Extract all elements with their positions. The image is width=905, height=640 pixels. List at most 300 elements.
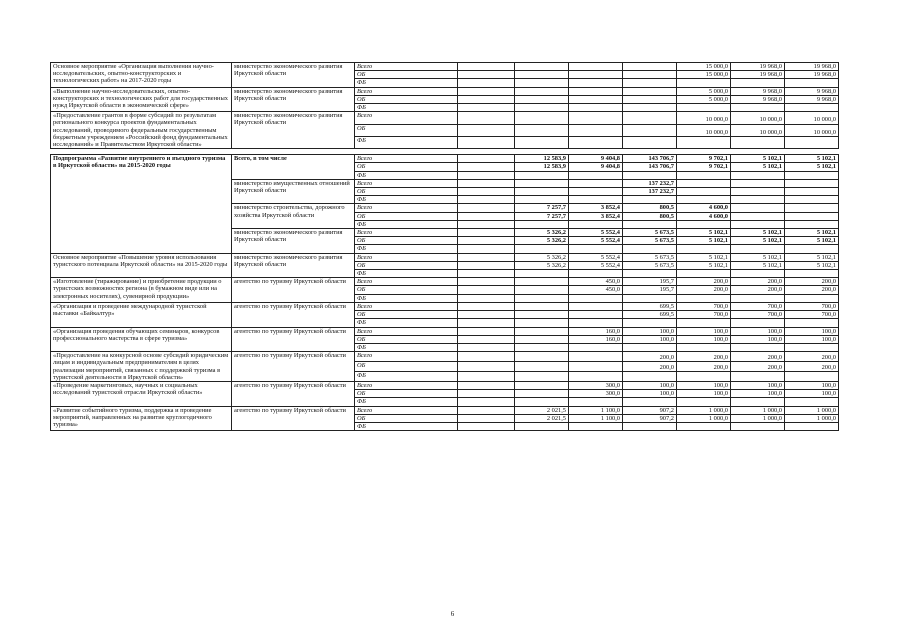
value-cell: 1 000,0	[785, 414, 839, 422]
value-cell	[458, 79, 515, 87]
value-cell: 450,0	[569, 286, 623, 294]
value-cell	[623, 95, 677, 103]
value-cell	[677, 79, 731, 87]
value-cell: 5 102,1	[731, 253, 785, 261]
value-cell: 700,0	[677, 302, 731, 310]
value-cell: 5 102,1	[785, 261, 839, 269]
value-cell	[785, 422, 839, 430]
funding-source: ФБ	[355, 79, 458, 87]
value-cell: 5 102,1	[785, 253, 839, 261]
value-cell	[623, 294, 677, 302]
value-cell: 200,0	[731, 352, 785, 362]
value-cell	[569, 179, 623, 187]
funding-source: ОБ	[355, 261, 458, 269]
value-cell	[785, 212, 839, 220]
value-cell: 12 583,9	[515, 163, 569, 171]
value-cell	[623, 124, 677, 136]
value-cell	[515, 179, 569, 187]
value-cell	[785, 343, 839, 351]
value-cell	[623, 245, 677, 253]
value-cell: 7 257,7	[515, 204, 569, 212]
value-cell	[677, 196, 731, 204]
value-cell: 100,0	[677, 390, 731, 398]
value-cell	[515, 112, 569, 124]
value-cell	[458, 124, 515, 136]
table-row	[51, 278, 839, 286]
value-cell	[458, 155, 515, 163]
value-cell	[458, 270, 515, 278]
value-cell	[623, 398, 677, 406]
value-cell: 9 968,0	[731, 87, 785, 95]
value-cell: 160,0	[569, 335, 623, 343]
value-cell: 200,0	[785, 362, 839, 372]
value-cell	[677, 136, 731, 148]
funding-source: ОБ	[355, 163, 458, 171]
value-cell	[623, 112, 677, 124]
value-cell: 200,0	[785, 352, 839, 362]
value-cell: 9 702,1	[677, 155, 731, 163]
value-cell: 143 706,7	[623, 155, 677, 163]
value-cell	[731, 188, 785, 196]
value-cell	[458, 104, 515, 112]
value-cell	[785, 171, 839, 179]
value-cell	[569, 124, 623, 136]
value-cell: 100,0	[731, 327, 785, 335]
activity-name: Основное мероприятие «Повышение уровня использования туристского потенциала Иркутской области» на 2015-2020 годы	[51, 253, 232, 278]
value-cell	[785, 188, 839, 196]
funding-source: ФБ	[355, 294, 458, 302]
value-cell	[623, 220, 677, 228]
value-cell	[458, 112, 515, 124]
value-cell	[458, 381, 515, 389]
value-cell: 100,0	[677, 327, 731, 335]
value-cell	[458, 327, 515, 335]
value-cell: 5 326,2	[515, 237, 569, 245]
value-cell	[677, 270, 731, 278]
funding-source: ФБ	[355, 319, 458, 327]
value-cell: 100,0	[731, 381, 785, 389]
value-cell	[623, 371, 677, 381]
value-cell: 200,0	[731, 362, 785, 372]
executor-name: министерство экономического развития Иркутской области	[232, 87, 355, 112]
value-cell: 5 102,1	[731, 229, 785, 237]
value-cell	[731, 220, 785, 228]
value-cell	[677, 171, 731, 179]
value-cell: 7 257,7	[515, 212, 569, 220]
funding-source: Всего	[355, 406, 458, 414]
value-cell: 100,0	[623, 335, 677, 343]
funding-source: ОБ	[355, 311, 458, 319]
value-cell: 700,0	[731, 302, 785, 310]
value-cell	[458, 188, 515, 196]
activity-name: «Изготовление (тиражирование) и приобретение продукции о туристских возможностях региона (в бумажном виде или на электронных носителях), сувенирной продукции»	[51, 278, 232, 303]
value-cell	[569, 136, 623, 148]
value-cell: 137 232,7	[623, 188, 677, 196]
value-cell: 200,0	[731, 278, 785, 286]
value-cell	[515, 335, 569, 343]
value-cell: 9 404,8	[569, 155, 623, 163]
value-cell	[677, 188, 731, 196]
value-cell	[623, 196, 677, 204]
value-cell: 300,0	[569, 381, 623, 389]
funding-source: ОБ	[355, 237, 458, 245]
value-cell: 5 326,2	[515, 261, 569, 269]
value-cell: 5 326,2	[515, 253, 569, 261]
value-cell	[569, 422, 623, 430]
executor-name: агентство по туризму Иркутской области	[232, 406, 355, 431]
activity-name: Основное мероприятие «Организация выполнения научно-исследовательских, опытно-конструкторских и технологических работ» на 2017-2020 годы	[51, 63, 232, 88]
value-cell	[458, 311, 515, 319]
value-cell: 1 000,0	[731, 406, 785, 414]
value-cell	[677, 398, 731, 406]
value-cell	[458, 71, 515, 79]
value-cell: 195,7	[623, 286, 677, 294]
value-cell	[458, 245, 515, 253]
value-cell: 10 000,0	[677, 112, 731, 124]
value-cell: 5 102,1	[785, 237, 839, 245]
funding-source: Всего	[355, 63, 458, 71]
funding-source: ОБ	[355, 335, 458, 343]
value-cell: 5 102,1	[677, 237, 731, 245]
value-cell	[785, 79, 839, 87]
value-cell: 200,0	[623, 362, 677, 372]
value-cell	[515, 352, 569, 362]
value-cell: 19 968,0	[785, 71, 839, 79]
executor-name: министерство имущественных отношений Иркутской области	[232, 179, 355, 204]
value-cell: 200,0	[677, 352, 731, 362]
value-cell: 10 000,0	[785, 124, 839, 136]
funding-source: ОБ	[355, 188, 458, 196]
value-cell	[677, 245, 731, 253]
value-cell: 200,0	[677, 278, 731, 286]
value-cell	[458, 371, 515, 381]
value-cell	[731, 270, 785, 278]
value-cell	[515, 327, 569, 335]
funding-source: ФБ	[355, 398, 458, 406]
table-row	[51, 352, 839, 362]
value-cell	[731, 79, 785, 87]
value-cell: 5 102,1	[731, 155, 785, 163]
table-row	[51, 155, 839, 163]
activity-name: «Развитие событийного туризма, поддержка и проведение мероприятий, направленных на развитие круглогодичного туризма»	[51, 406, 232, 431]
value-cell	[515, 398, 569, 406]
value-cell	[458, 362, 515, 372]
funding-source: ФБ	[355, 220, 458, 228]
value-cell: 100,0	[677, 381, 731, 389]
value-cell: 699,5	[623, 311, 677, 319]
value-cell	[515, 196, 569, 204]
value-cell	[785, 294, 839, 302]
value-cell: 19 968,0	[731, 71, 785, 79]
funding-source: Всего	[355, 229, 458, 237]
funding-source: ФБ	[355, 270, 458, 278]
activity-name: «Предоставление на конкурсной основе субсидий юридическим лицам и индивидуальным предпринимателям в целях реализации мероприятий, связанных с поддержкой туризма в туристской деятельности в Иркутской области»	[51, 352, 232, 382]
value-cell: 10 000,0	[731, 112, 785, 124]
funding-source: ФБ	[355, 196, 458, 204]
value-cell: 9 968,0	[785, 87, 839, 95]
executor-name: агентство по туризму Иркутской области	[232, 278, 355, 303]
value-cell	[515, 124, 569, 136]
value-cell	[569, 112, 623, 124]
value-cell: 200,0	[677, 286, 731, 294]
value-cell: 100,0	[677, 335, 731, 343]
value-cell	[458, 343, 515, 351]
value-cell	[785, 196, 839, 204]
value-cell	[731, 294, 785, 302]
activity-name: «Организация проведения обучающих семинаров, конкурсов профессионального мастерства в сфере туризма»	[51, 327, 232, 352]
value-cell: 5 673,5	[623, 253, 677, 261]
value-cell	[515, 319, 569, 327]
funding-source: Всего	[355, 87, 458, 95]
activity-name: «Выполнение научно-исследовательских, опытно-конструкторских и технологических работ для государственных нужд Иркутской области в экономической сфере»	[51, 87, 232, 112]
value-cell: 9 968,0	[731, 95, 785, 103]
value-cell	[785, 371, 839, 381]
value-cell: 5 552,4	[569, 261, 623, 269]
value-cell: 200,0	[785, 278, 839, 286]
value-cell: 5 102,1	[731, 261, 785, 269]
funding-source: ОБ	[355, 95, 458, 103]
executor-name: министерство экономического развития Иркутской области	[232, 253, 355, 278]
value-cell	[731, 371, 785, 381]
value-cell	[569, 362, 623, 372]
value-cell	[569, 71, 623, 79]
value-cell: 5 102,1	[785, 229, 839, 237]
value-cell	[677, 220, 731, 228]
value-cell: 1 000,0	[785, 406, 839, 414]
value-cell	[458, 136, 515, 148]
value-cell	[623, 87, 677, 95]
value-cell	[458, 196, 515, 204]
table-row	[51, 327, 839, 335]
value-cell	[623, 63, 677, 71]
value-cell	[731, 212, 785, 220]
value-cell	[569, 104, 623, 112]
value-cell: 200,0	[731, 286, 785, 294]
value-cell	[458, 302, 515, 310]
value-cell	[677, 319, 731, 327]
value-cell	[569, 188, 623, 196]
value-cell	[458, 253, 515, 261]
value-cell	[731, 171, 785, 179]
value-cell: 10 000,0	[731, 124, 785, 136]
value-cell	[515, 136, 569, 148]
value-cell	[515, 104, 569, 112]
value-cell: 3 852,4	[569, 212, 623, 220]
value-cell	[458, 204, 515, 212]
value-cell	[731, 179, 785, 187]
value-cell: 5 102,1	[731, 237, 785, 245]
funding-source: Всего	[355, 179, 458, 187]
value-cell: 800,5	[623, 212, 677, 220]
value-cell	[569, 171, 623, 179]
value-cell	[731, 196, 785, 204]
value-cell: 100,0	[731, 390, 785, 398]
table-row	[51, 63, 839, 71]
value-cell: 907,2	[623, 406, 677, 414]
value-cell	[677, 294, 731, 302]
value-cell: 137 232,7	[623, 179, 677, 187]
value-cell	[515, 278, 569, 286]
funding-source: ОБ	[355, 362, 458, 372]
value-cell	[785, 220, 839, 228]
funding-source: Всего	[355, 204, 458, 212]
value-cell: 200,0	[677, 362, 731, 372]
activity-name: «Предоставление грантов в форме субсидий по результатам регионального конкурса проектов фундаментальных исследований, проводимого федеральным государственным бюджетным учреждением «Российский фонд фундаментальных исследований» и Правительством Иркутской области»	[51, 112, 232, 149]
activity-name: Подпрограмма «Развитие внутреннего и въездного туризма в Иркутской области» на 2015-2020 годы	[51, 155, 232, 253]
value-cell: 5 102,1	[677, 261, 731, 269]
funding-source: ФБ	[355, 371, 458, 381]
value-cell	[731, 136, 785, 148]
executor-name: министерство экономического развития Иркутской области	[232, 63, 355, 88]
value-cell: 5 102,1	[677, 253, 731, 261]
value-cell: 3 852,4	[569, 204, 623, 212]
executor-name: агентство по туризму Иркутской области	[232, 302, 355, 327]
value-cell	[569, 87, 623, 95]
funding-source: Всего	[355, 112, 458, 124]
funding-source: ОБ	[355, 124, 458, 136]
value-cell	[458, 278, 515, 286]
value-cell	[458, 319, 515, 327]
value-cell: 143 706,7	[623, 163, 677, 171]
value-cell: 200,0	[785, 286, 839, 294]
value-cell	[569, 352, 623, 362]
value-cell: 19 968,0	[785, 63, 839, 71]
table-row	[51, 406, 839, 414]
value-cell: 100,0	[785, 335, 839, 343]
executor-name: агентство по туризму Иркутской области	[232, 327, 355, 352]
value-cell: 100,0	[623, 390, 677, 398]
value-cell	[515, 63, 569, 71]
funding-source: ОБ	[355, 390, 458, 398]
funding-source: ФБ	[355, 422, 458, 430]
executor-name: агентство по туризму Иркутской области	[232, 381, 355, 406]
value-cell	[569, 245, 623, 253]
value-cell	[458, 398, 515, 406]
funding-source: ФБ	[355, 343, 458, 351]
value-cell: 5 102,1	[785, 163, 839, 171]
value-cell: 4 600,0	[677, 204, 731, 212]
funding-source: Всего	[355, 327, 458, 335]
value-cell	[569, 270, 623, 278]
value-cell	[458, 261, 515, 269]
value-cell	[785, 319, 839, 327]
activity-name: «Организация и проведение международной туристской выставки «Байкалтур»	[51, 302, 232, 327]
value-cell	[515, 390, 569, 398]
value-cell	[569, 196, 623, 204]
value-cell: 195,7	[623, 278, 677, 286]
value-cell: 100,0	[731, 335, 785, 343]
value-cell: 450,0	[569, 278, 623, 286]
funding-source: ФБ	[355, 136, 458, 148]
value-cell: 800,5	[623, 204, 677, 212]
value-cell: 1 100,0	[569, 406, 623, 414]
value-cell: 200,0	[623, 352, 677, 362]
value-cell: 2 021,5	[515, 414, 569, 422]
value-cell: 5 552,4	[569, 229, 623, 237]
value-cell	[569, 95, 623, 103]
value-cell	[458, 414, 515, 422]
value-cell	[515, 371, 569, 381]
value-cell	[785, 204, 839, 212]
funding-source: ФБ	[355, 104, 458, 112]
value-cell	[785, 179, 839, 187]
value-cell: 5 102,1	[677, 229, 731, 237]
value-cell: 1 000,0	[677, 406, 731, 414]
value-cell	[515, 311, 569, 319]
value-cell: 907,2	[623, 414, 677, 422]
table-row	[51, 112, 839, 124]
value-cell	[569, 398, 623, 406]
value-cell	[731, 319, 785, 327]
funding-source: Всего	[355, 352, 458, 362]
activity-name: «Проведение маркетинговых, научных и социальных исследований туристской отрасли Иркутской области»	[51, 381, 232, 406]
executor-name: министерство экономического развития Иркутской области	[232, 112, 355, 149]
value-cell	[515, 87, 569, 95]
value-cell	[515, 362, 569, 372]
value-cell	[515, 188, 569, 196]
value-cell: 5 102,1	[785, 155, 839, 163]
value-cell	[458, 220, 515, 228]
value-cell	[785, 398, 839, 406]
value-cell: 700,0	[785, 311, 839, 319]
value-cell	[458, 95, 515, 103]
funding-source: Всего	[355, 155, 458, 163]
value-cell	[731, 343, 785, 351]
value-cell: 160,0	[569, 327, 623, 335]
value-cell	[569, 319, 623, 327]
value-cell: 5 552,4	[569, 237, 623, 245]
value-cell	[458, 171, 515, 179]
value-cell	[785, 136, 839, 148]
value-cell	[515, 381, 569, 389]
executor-name: министерство экономического развития Иркутской области	[232, 229, 355, 254]
value-cell	[569, 302, 623, 310]
value-cell	[623, 171, 677, 179]
page-number: 6	[450, 610, 455, 618]
value-cell: 15 000,0	[677, 71, 731, 79]
budget-table-sheet	[50, 62, 838, 431]
value-cell	[515, 95, 569, 103]
value-cell: 100,0	[623, 327, 677, 335]
value-cell: 100,0	[785, 381, 839, 389]
table-row	[51, 253, 839, 261]
value-cell	[458, 237, 515, 245]
value-cell: 15 000,0	[677, 63, 731, 71]
value-cell	[458, 286, 515, 294]
value-cell	[458, 212, 515, 220]
value-cell	[515, 343, 569, 351]
value-cell: 5 102,1	[731, 163, 785, 171]
funding-source: Всего	[355, 253, 458, 261]
funding-source: ОБ	[355, 414, 458, 422]
budget-table	[50, 62, 839, 431]
table-row	[51, 87, 839, 95]
value-cell	[569, 294, 623, 302]
value-cell	[458, 63, 515, 71]
value-cell: 300,0	[569, 390, 623, 398]
value-cell: 100,0	[785, 327, 839, 335]
value-cell: 5 000,0	[677, 87, 731, 95]
value-cell: 9 968,0	[785, 95, 839, 103]
value-cell: 9 702,1	[677, 163, 731, 171]
executor-name: министерство строительства, дорожного хозяйства Иркутской области	[232, 204, 355, 229]
value-cell	[731, 422, 785, 430]
funding-source: ОБ	[355, 212, 458, 220]
value-cell: 100,0	[623, 381, 677, 389]
value-cell: 5 673,5	[623, 229, 677, 237]
value-cell	[515, 71, 569, 79]
value-cell	[569, 79, 623, 87]
